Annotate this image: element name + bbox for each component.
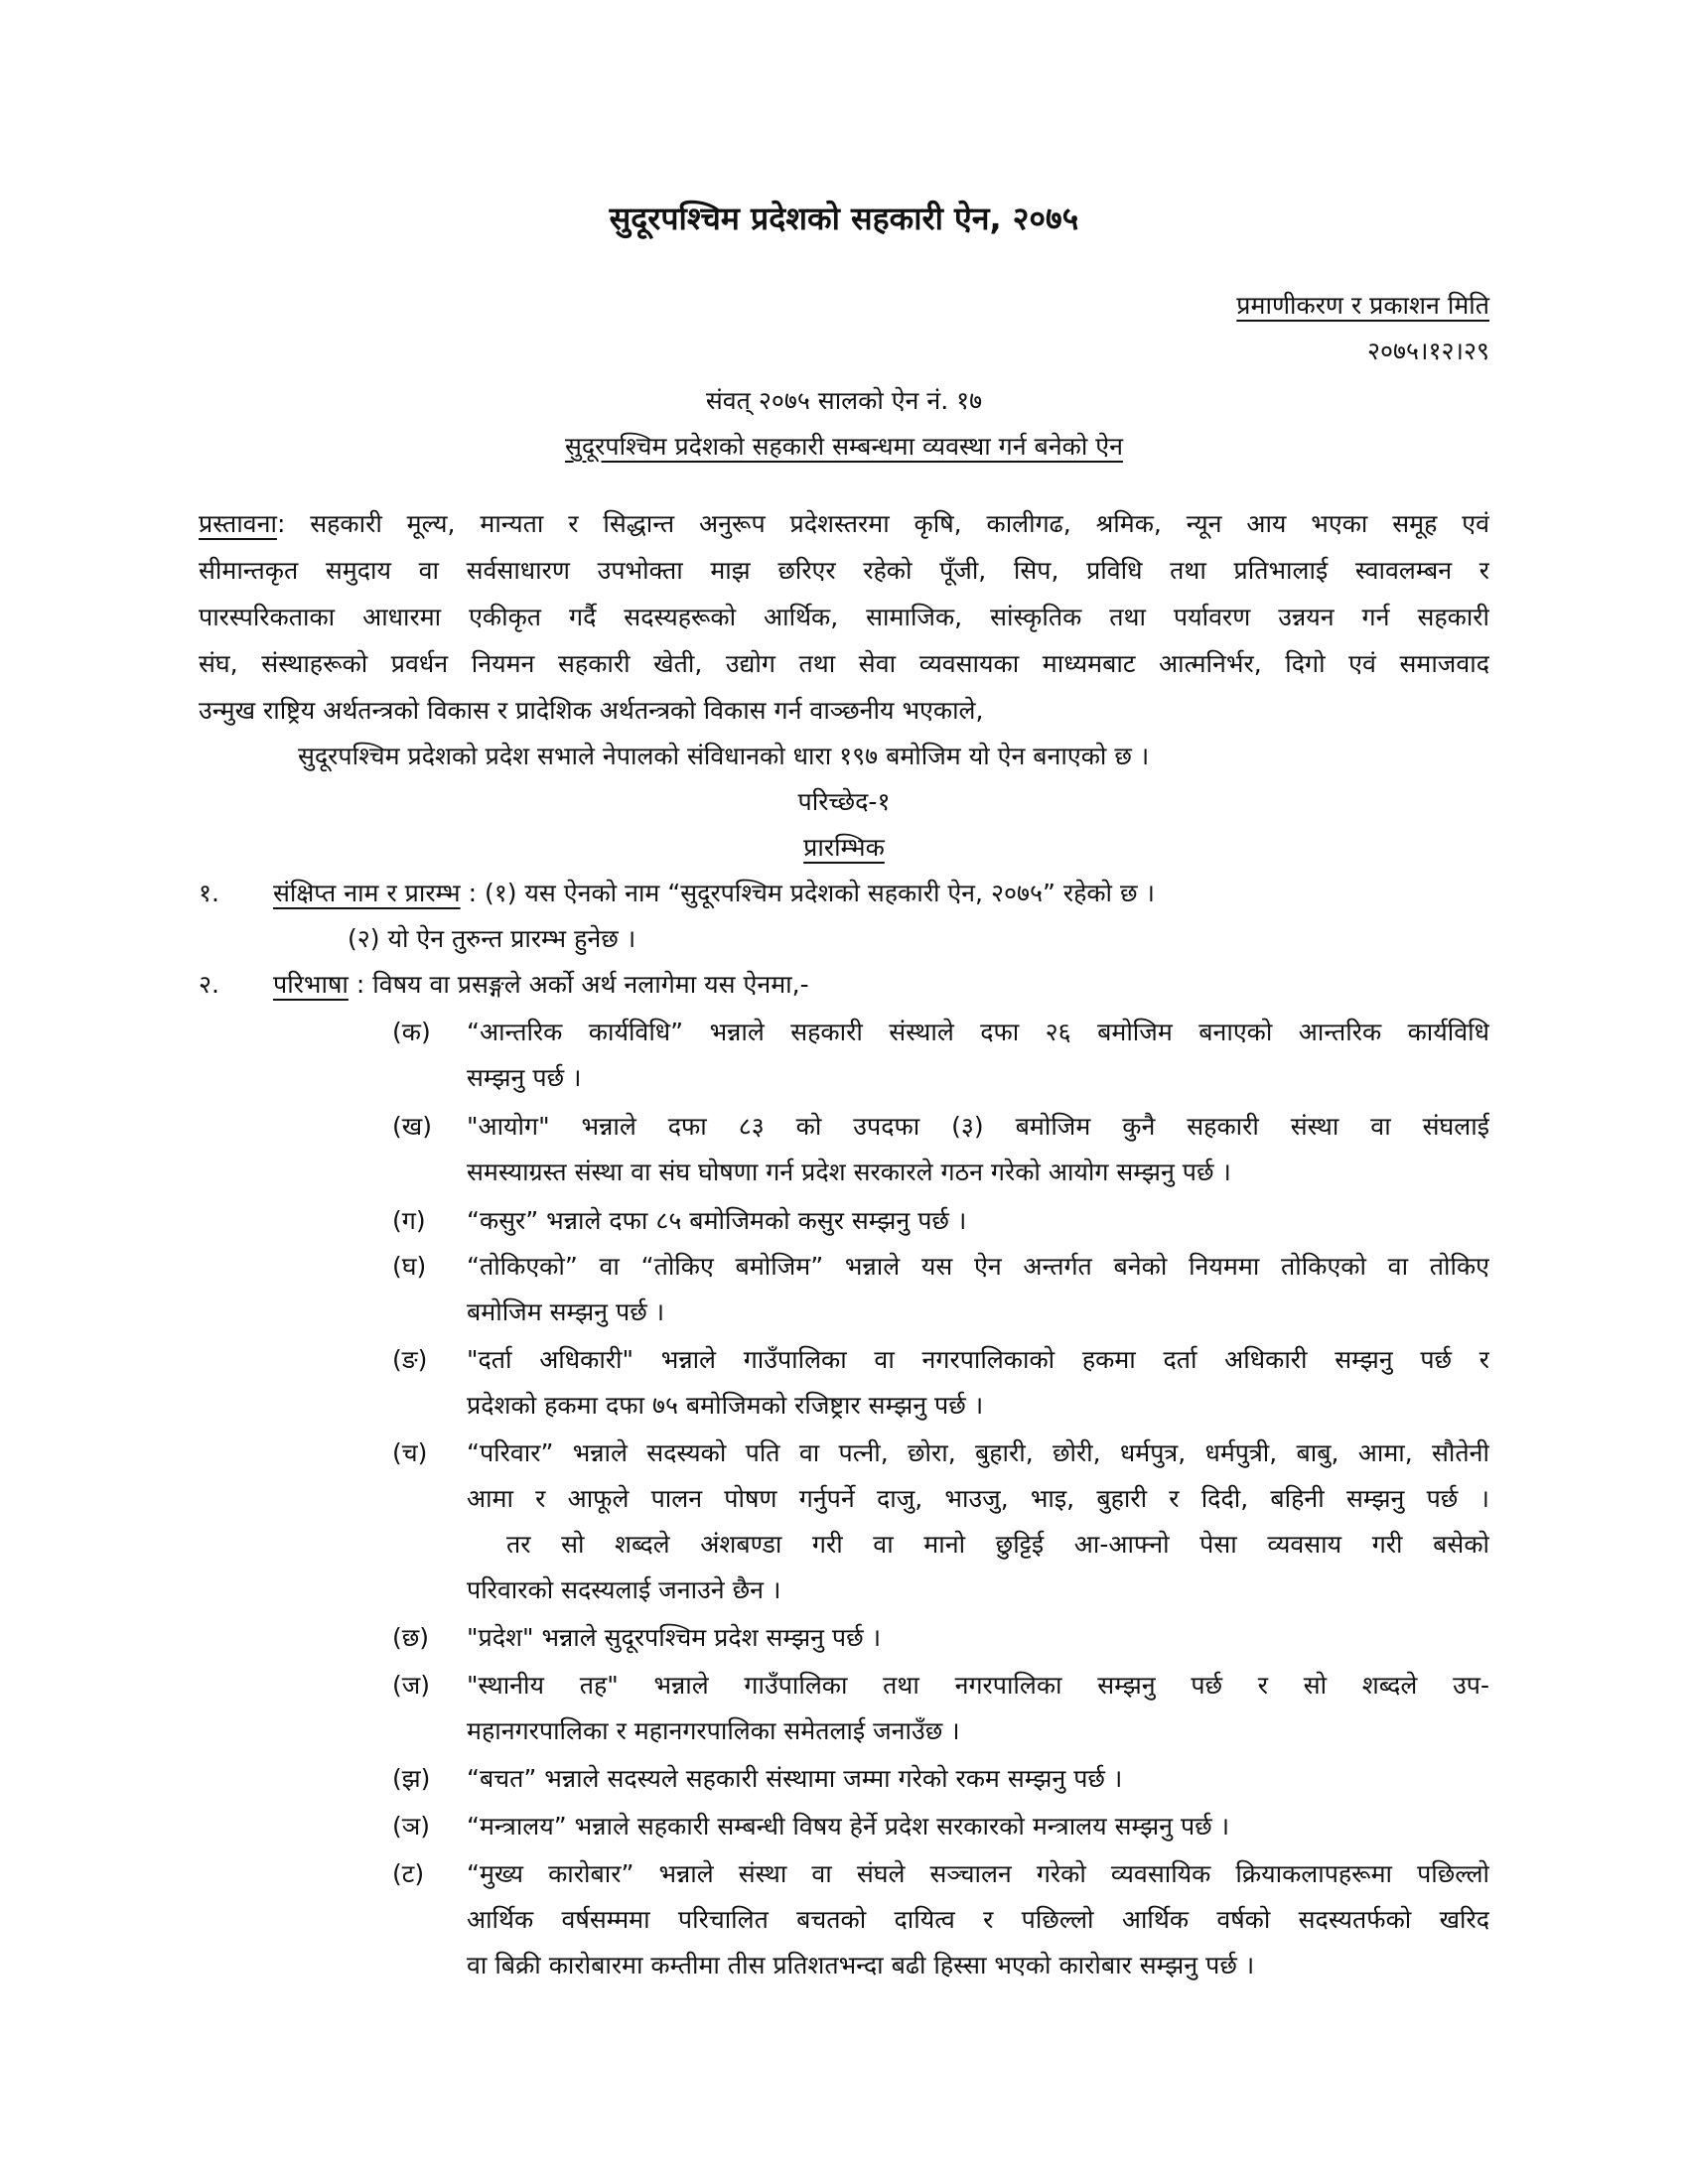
clause-line: आमा र आफूले पालन पोषण गर्नुपर्ने दाजु, भाउजु, भाइ, बुहारी र दिदी, बहिनी सम्झनु पर्छ ।: [467, 1484, 1489, 1513]
clause-label: (च): [392, 1438, 428, 1467]
clause-proviso-line: तर सो शब्दले अंशबण्डा गरी वा मानो छुट्टिई आ-आफ्नो पेसा व्यवसाय गरी बसेको: [506, 1530, 1489, 1559]
preamble-line: संघ, संस्थाहरूको प्रवर्धन नियमन सहकारी खेती, उद्योग तथा सेवा व्यवसायका माध्यमबाट आत्मनिर्भर, दिगो एवं समाजवाद: [199, 649, 1489, 678]
chapter-title: प्रारम्भिक: [803, 833, 885, 862]
clause-label: (झ): [392, 1764, 431, 1793]
section-1-text: : (१) यस ऐनको नाम “सुदूरपश्चिम प्रदेशको सहकारी ऐन, २०७५” रहेको छ ।: [468, 879, 1155, 907]
clause-line: “मन्त्रालय” भन्नाले सहकारी सम्बन्धी विषय हेर्ने प्रदेश सरकारको मन्त्रालय सम्झनु पर्छ ।: [467, 1812, 1230, 1841]
section-2-number: २.: [199, 970, 219, 999]
clause-line: “बचत” भन्नाले सदस्यले सहकारी संस्थामा जम्मा गरेको रकम सम्झनु पर्छ ।: [467, 1764, 1123, 1793]
clause-label: (घ): [392, 1252, 427, 1281]
clause-line: सम्झनु पर्छ ।: [467, 1063, 582, 1092]
clause-line: वा बिक्री कारोबारमा कम्तीमा तीस प्रतिशतभन्दा बढी हिस्सा भएको कारोबार सम्झनु पर्छ ।: [467, 1951, 1255, 1979]
clause-line: बमोजिम सम्झनु पर्छ ।: [467, 1297, 665, 1326]
clause-line: "आयोग" भन्नाले दफा ८३ को उपदफा (३) बमोजिम कुनै सहकारी संस्था वा संघलाई: [467, 1112, 1489, 1141]
clause-label: (ज): [392, 1671, 431, 1700]
authentication-label: प्रमाणीकरण र प्रकाशन मिति: [1236, 291, 1489, 320]
clause-line: “मुख्य कारोबार” भन्नाले संस्था वा संघले सञ्चालन गरेको व्यवसायिक क्रियाकलापहरूमा पछिल्लो: [467, 1859, 1489, 1888]
section-2-text: : विषय वा प्रसङ्गले अर्को अर्थ नलागेमा यस ऐनमा,-: [355, 970, 809, 999]
section-2: [273, 967, 809, 1001]
section-1-subsection-2: (२) यो ऐन तुरुन्त प्रारम्भ हुनेछ ।: [348, 924, 636, 953]
clause-label: (ञ): [392, 1812, 431, 1841]
clause-line: महानगरपालिका र महानगरपालिका समेतलाई जनाउँछ ।: [467, 1716, 960, 1745]
act-title: सुदूरपश्चिम प्रदेशको सहकारी सम्बन्धमा व्यवस्था गर्न बनेको ऐन: [564, 432, 1123, 461]
enacting-clause: सुदूरपश्चिम प्रदेशको प्रदेश सभाले नेपालको संविधानको धारा १९७ बमोजिम यो ऐन बनाएको छ ।: [298, 742, 1150, 770]
clause-label: (ट): [392, 1859, 425, 1888]
clause-line: प्रदेशको हकमा दफा ७५ बमोजिमको रजिष्ट्रार सम्झनु पर्छ ।: [467, 1391, 984, 1420]
act-number: संवत् २०७५ सालको ऐन नं. १७: [705, 386, 983, 415]
preamble-line: पारस्परिकताका आधारमा एकीकृत गर्दै सदस्यहरूको आर्थिक, सामाजिक, सांस्कृतिक तथा पर्यावरण उन्नयन गर्न सहकारी: [199, 603, 1489, 631]
preamble-label: प्रस्तावना: [199, 509, 277, 538]
clause-line: "प्रदेश" भन्नाले सुदूरपश्चिम प्रदेश सम्झनु पर्छ ।: [467, 1623, 882, 1652]
clause-line: “कसुर” भन्नाले दफा ८५ बमोजिमको कसुर सम्झनु पर्छ ।: [467, 1206, 967, 1235]
section-1-heading: संक्षिप्त नाम र प्रारम्भ: [273, 879, 461, 907]
clause-line: "दर्ता अधिकारी" भन्नाले गाउँपालिका वा नगरपालिकाको हकमा दर्ता अधिकारी सम्झनु पर्छ र: [467, 1345, 1489, 1374]
clause-line: समस्याग्रस्त संस्था वा संघ घोषणा गर्न प्रदेश सरकारले गठन गरेको आयोग सम्झनु पर्छ ।: [467, 1158, 1231, 1186]
clause-line: आर्थिक वर्षसम्ममा परिचालित बचतको दायित्व र पछिल्लो आर्थिक वर्षको सदस्यतर्फको खरिद: [467, 1905, 1489, 1934]
clause-label: (क): [392, 1018, 431, 1046]
clause-label: (ग): [392, 1206, 426, 1235]
preamble-line: उन्मुख राष्ट्रिय अर्थतन्त्रको विकास र प्रादेशिक अर्थतन्त्रको विकास गर्न वाञ्छनीय भएकाले,: [199, 696, 984, 725]
clause-line: “परिवार” भन्नाले सदस्यको पति वा पत्नी, छोरा, बुहारी, छोरी, धर्मपुत्र, धर्मपुत्री, बाबु, आमा, सौतेनी: [467, 1438, 1489, 1467]
clause-line: “आन्तरिक कार्यविधि” भन्नाले सहकारी संस्थाले दफा २६ बमोजिम बनाएको आन्तरिक कार्यविधि: [467, 1018, 1489, 1046]
clause-label: (ङ): [392, 1345, 428, 1374]
document-title: सुदूरपश्चिम प्रदेशको सहकारी ऐन, २०७५: [609, 200, 1079, 237]
section-1-number: १.: [199, 879, 219, 907]
clause-line: “तोकिएको” वा “तोकिए बमोजिम” भन्नाले यस ऐन अन्तर्गत बनेको नियममा तोकिएको वा तोकिए: [467, 1252, 1489, 1281]
preamble-line: सीमान्तकृत समुदाय वा सर्वसाधारण उपभोक्ता माझ छरिएर रहेको पूँजी, सिप, प्रविधि तथा प्रतिभालाई स्वावलम्बन र: [199, 556, 1489, 585]
authentication-date: २०७५।१२।२९: [1367, 337, 1489, 365]
clause-line: परिवारको सदस्यलाई जनाउने छैन ।: [467, 1575, 781, 1604]
clause-label: (छ): [392, 1623, 430, 1652]
preamble-line: प्रस्तावना: सहकारी मूल्य, मान्यता र सिद्धान्त अनुरूप प्रदेशस्तरमा कृषि, कालीगढ, श्रमिक, न्यून आय भएका समूह एवं: [199, 509, 1489, 538]
clause-line: "स्थानीय तह" भन्नाले गाउँपालिका तथा नगरपालिका सम्झनु पर्छ र सो शब्दले उप-: [467, 1671, 1489, 1700]
section-1: [273, 876, 1155, 909]
clause-label: (ख): [392, 1112, 432, 1141]
chapter-number: परिच्छेद-१: [797, 787, 891, 816]
section-2-heading: परिभाषा: [273, 970, 349, 999]
